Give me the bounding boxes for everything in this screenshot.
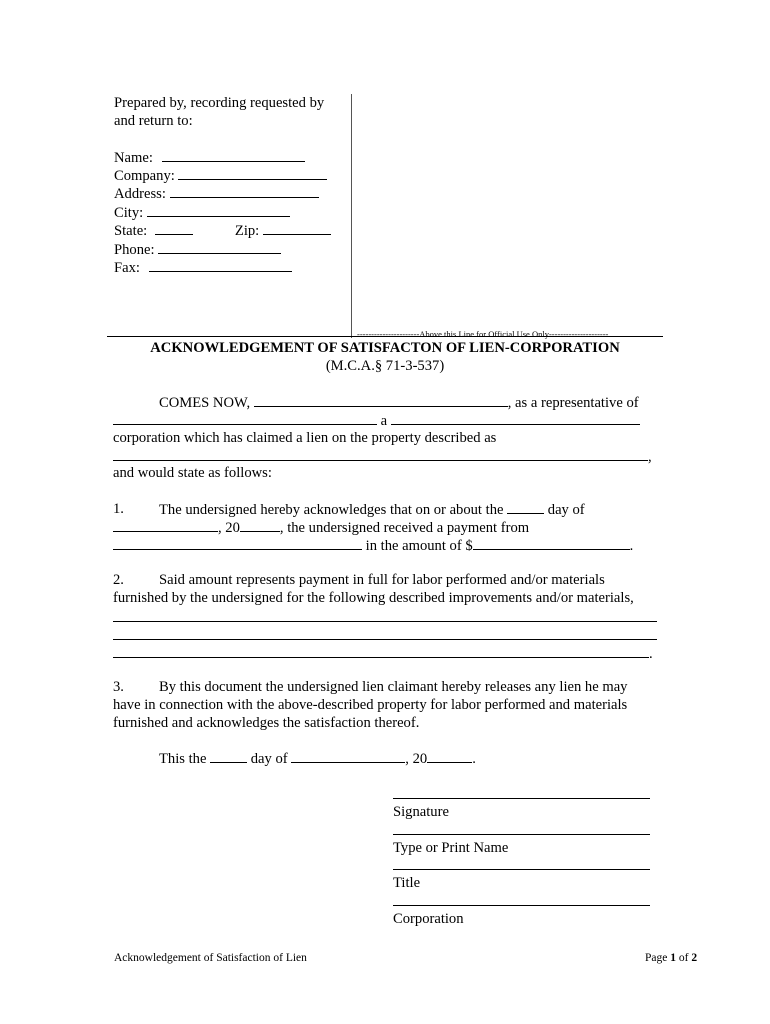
state-as-follows: and would state as follows: bbox=[113, 465, 272, 481]
corporation-label: Corporation bbox=[393, 911, 464, 927]
corporation-type-field[interactable] bbox=[391, 411, 640, 425]
para2-period: . bbox=[649, 646, 653, 662]
para2-line5 bbox=[113, 644, 653, 663]
date-day-of: day of bbox=[250, 751, 288, 767]
address-field[interactable] bbox=[170, 184, 319, 198]
para2-line1: Said amount represents payment in full for labor performed and/or materials bbox=[159, 572, 605, 588]
page-total: 2 bbox=[691, 952, 698, 964]
para1-line1 bbox=[159, 500, 585, 519]
print-name-field[interactable] bbox=[393, 834, 650, 835]
corporation-name-row bbox=[113, 411, 640, 430]
footer-title: Acknowledgement of Satisfaction of Lien bbox=[114, 952, 307, 964]
company-label: Company: bbox=[114, 168, 175, 184]
as-representative-text: , as a representative of bbox=[507, 395, 639, 411]
page-of: of bbox=[675, 952, 692, 964]
fax-label: Fax: bbox=[114, 260, 140, 276]
para2-num: 2. bbox=[113, 572, 124, 588]
date-day-field[interactable] bbox=[210, 749, 247, 763]
phone-row bbox=[114, 240, 281, 259]
official-use-note: ----------------------Above this Line for Official Use Only--------------------- bbox=[357, 329, 609, 339]
state-field[interactable] bbox=[155, 221, 193, 235]
title-label: Title bbox=[393, 875, 421, 891]
phone-label: Phone: bbox=[114, 242, 155, 258]
city-field[interactable] bbox=[147, 203, 290, 217]
recording-divider bbox=[351, 94, 352, 338]
date-period: . bbox=[472, 751, 476, 767]
address-label: Address: bbox=[114, 186, 166, 202]
name-row bbox=[114, 148, 305, 167]
para2-blank-line-3[interactable] bbox=[113, 644, 649, 658]
para3-line2: have in connection with the above-described property for labor performed and materials bbox=[113, 697, 628, 713]
city-label: City: bbox=[114, 205, 144, 221]
state-zip-row bbox=[114, 221, 331, 240]
document-title: ACKNOWLEDGEMENT OF SATISFACTON OF LIEN-CORPORATION bbox=[150, 340, 620, 356]
date-year-field[interactable] bbox=[427, 749, 472, 763]
page-prefix: Page bbox=[645, 952, 671, 964]
para1-day-field[interactable] bbox=[507, 500, 544, 514]
fax-field[interactable] bbox=[149, 258, 292, 272]
date-this-the: This the bbox=[159, 751, 207, 767]
page-number bbox=[645, 949, 697, 967]
comes-now-text: COMES NOW, bbox=[159, 395, 251, 411]
para1-payer-field[interactable] bbox=[113, 536, 362, 550]
property-description-field[interactable] bbox=[113, 447, 648, 461]
para1-num: 1. bbox=[113, 501, 124, 517]
para3-line1: By this document the undersigned lien claimant hereby releases any lien he may bbox=[159, 679, 628, 695]
para1-comma20: , 20 bbox=[218, 520, 240, 536]
para1-amount-text: in the amount of $ bbox=[365, 538, 473, 554]
comes-now-row bbox=[159, 393, 639, 412]
para1-year-field[interactable] bbox=[240, 518, 280, 532]
corporation-name-field[interactable] bbox=[113, 411, 377, 425]
date-comma20: , 20 bbox=[405, 751, 428, 767]
property-comma: , bbox=[648, 449, 652, 465]
name-field[interactable] bbox=[162, 148, 305, 162]
company-field[interactable] bbox=[178, 166, 327, 180]
zip-label: Zip: bbox=[234, 223, 260, 239]
para1-line3 bbox=[113, 536, 633, 555]
para1-line2 bbox=[113, 518, 529, 537]
page-current: 1 bbox=[670, 952, 676, 964]
title-field[interactable] bbox=[393, 869, 650, 870]
fax-row bbox=[114, 258, 292, 277]
signature-field[interactable] bbox=[393, 798, 650, 799]
state-label: State: bbox=[114, 223, 148, 239]
address-row bbox=[114, 184, 319, 203]
print-name-label: Type or Print Name bbox=[393, 840, 509, 856]
date-month-field[interactable] bbox=[291, 749, 405, 763]
prepared-by-line2: and return to: bbox=[114, 113, 193, 129]
zip-field[interactable] bbox=[263, 221, 331, 235]
para1-day-of: day of bbox=[547, 502, 585, 518]
a-text: a bbox=[380, 413, 388, 429]
prepared-by-line1: Prepared by, recording requested by bbox=[114, 95, 325, 111]
para3-num: 3. bbox=[113, 679, 124, 695]
official-use-rule bbox=[107, 336, 663, 337]
para3-line3: furnished and acknowledges the satisfaction thereof. bbox=[113, 715, 420, 731]
para2-line2: furnished by the undersigned for the following described improvements and/or materials, bbox=[113, 590, 634, 606]
city-row bbox=[114, 203, 290, 222]
phone-field[interactable] bbox=[158, 240, 281, 254]
representative-name-field[interactable] bbox=[254, 393, 508, 407]
para1-received: , the undersigned received a payment from bbox=[279, 520, 530, 536]
para1-amount-field[interactable] bbox=[473, 536, 630, 550]
para1-text-a: The undersigned hereby acknowledges that on or about the bbox=[159, 502, 504, 518]
name-label: Name: bbox=[114, 150, 153, 166]
signature-label: Signature bbox=[393, 804, 449, 820]
statute-citation: (M.C.A.§ 71-3-537) bbox=[325, 358, 445, 374]
para2-blank-line-2[interactable] bbox=[113, 639, 657, 640]
company-row bbox=[114, 166, 327, 185]
corp-claimed-line: corporation which has claimed a lien on the property described as bbox=[113, 430, 497, 446]
date-row bbox=[159, 749, 476, 768]
para1-period: . bbox=[629, 538, 634, 554]
para1-month-field[interactable] bbox=[113, 518, 218, 532]
para2-blank-line-1[interactable] bbox=[113, 621, 657, 622]
corporation-field[interactable] bbox=[393, 905, 650, 906]
